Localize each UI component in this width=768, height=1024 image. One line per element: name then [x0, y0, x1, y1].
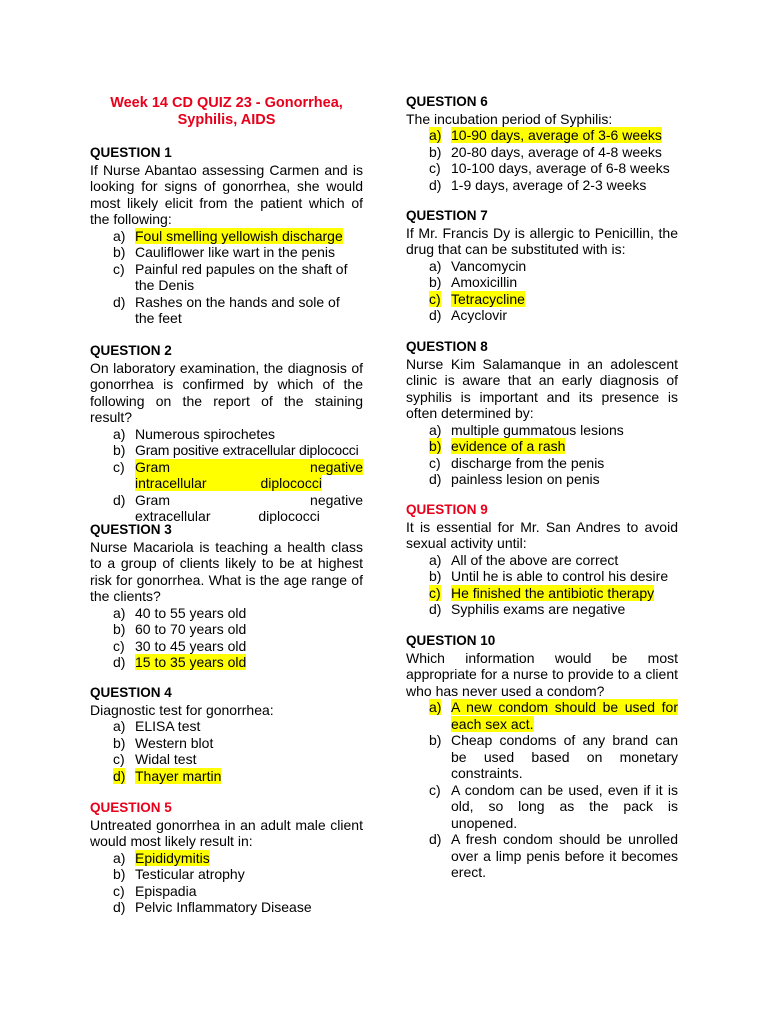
option-c: c) He finished the antibiotic therapy [429, 584, 655, 601]
option-a: a) ELISA test [90, 718, 363, 735]
question-text: It is essential for Mr. San Andres to avoid sexual activity until: [406, 518, 678, 551]
question-heading: QUESTION 10 [406, 633, 496, 648]
question-heading: QUESTION 7 [406, 208, 488, 223]
option-a: a) A new condom should be used for each sex act. [429, 699, 678, 732]
option-d: d) 15 to 35 years old [113, 654, 247, 670]
option-c: c) Tetracycline [429, 290, 525, 307]
option-text: 1-9 days, average of 2-3 weeks [451, 176, 647, 193]
option-text: 10-100 days, average of 6-8 weeks [451, 160, 670, 176]
question-8 [406, 339, 678, 488]
option-list [406, 552, 678, 618]
option-text: 20-80 days, average of 4-8 weeks [451, 143, 662, 160]
option-text: Gram negative extracellular diplococci [135, 491, 363, 524]
question-6 [406, 94, 678, 193]
option-d: d) Thayer martin [113, 767, 222, 784]
option-text: A fresh condom should be unrolled over a limp penis before it becomes erect. [451, 831, 678, 880]
option-text: A new condom should be used for each sex act. [451, 699, 678, 732]
option-text: Epispadia [135, 882, 197, 899]
question-text: Nurse Macariola is teaching a health class to a group of clients likely to be at highest risk for gonorrhea. What is the age range of the clients? [90, 538, 363, 604]
question-heading: QUESTION 2 [90, 343, 172, 358]
option-b: b) evidence of a rash [429, 438, 566, 454]
option-list [406, 422, 678, 488]
question-3 [90, 522, 363, 671]
option-text: 30 to 45 years old [135, 637, 247, 654]
option-text: Epididymitis [135, 849, 210, 866]
option-list [90, 426, 363, 525]
option-a: a) Vancomycin [406, 258, 678, 275]
option-b: b) Until he is able to control his desire [406, 568, 678, 585]
option-b: b) 20-80 days, average of 4-8 weeks [406, 144, 678, 161]
option-d: d) 1-9 days, average of 2-3 weeks [406, 177, 678, 194]
option-b: b) Gram positive extracellular diplococci [90, 442, 363, 459]
question-heading: QUESTION 3 [90, 522, 172, 537]
option-text: 40 to 55 years old [135, 604, 247, 621]
question-text: The incubation period of Syphilis: [406, 110, 613, 127]
option-b: b) Western blot [90, 735, 363, 752]
option-text: Cheap condoms of any brand can be used based on monetary constraints. [451, 732, 678, 781]
option-a: a) Foul smelling yellowish discharge [113, 227, 343, 244]
option-text: discharge from the penis [451, 454, 605, 471]
question-text: On laboratory examination, the diagnosis of gonorrhea is confirmed by which of the following on the report of the staining result? [90, 359, 363, 425]
option-text: A condom can be used, even if it is old, so long as the pack is unopened. [451, 781, 678, 831]
option-list [90, 850, 363, 916]
option-a: a) All of the above are correct [406, 552, 678, 569]
question-heading: QUESTION 4 [90, 685, 172, 700]
question-heading: QUESTION 6 [406, 94, 488, 109]
option-d: d) Rashes on the hands and sole of the feet [90, 294, 363, 327]
option-text: Vancomycin [451, 257, 527, 274]
document-title: Week 14 CD QUIZ 23 - Gonorrhea, Syphilis, AIDS [110, 95, 343, 128]
option-text: Pelvic Inflammatory Disease [135, 899, 312, 915]
option-text: Syphilis exams are negative [451, 601, 626, 617]
option-text: Testicular atrophy [135, 866, 245, 882]
option-list [406, 127, 678, 193]
option-d: d) A fresh condom should be unrolled over a limp penis before it becomes erect. [429, 831, 678, 880]
option-text: Tetracycline [451, 290, 525, 307]
option-a: a) Epididymitis [113, 849, 210, 866]
option-c: c) Widal test [90, 751, 363, 768]
option-c: c) 30 to 45 years old [90, 638, 363, 655]
option-d: d) Acyclovir [406, 307, 678, 324]
option-list [90, 605, 363, 671]
option-text: painless lesion on penis [451, 471, 600, 487]
question-2 [90, 343, 363, 525]
question-text: Untreated gonorrhea in an adult male client would most likely result in: [90, 816, 363, 849]
option-c: c) Epispadia [90, 883, 363, 900]
option-b: b) Amoxicillin [406, 274, 678, 291]
question-10 [406, 633, 678, 881]
question-7 [406, 208, 678, 324]
option-a: a) Numerous spirochetes [90, 426, 363, 443]
question-9 [406, 502, 678, 618]
option-text: Foul smelling yellowish discharge [135, 227, 343, 244]
option-text: All of the above are correct [451, 551, 619, 568]
option-d: d) Gram negative extracellular diplococci [113, 491, 363, 524]
option-c: c) discharge from the penis [406, 455, 678, 472]
question-text: Which information would be most appropriate for a nurse to provide to a client who has never used a condom? [406, 649, 678, 699]
option-c: c) Painful red papules on the shaft of the Denis [90, 261, 363, 294]
option-text: He finished the antibiotic therapy [451, 584, 655, 601]
option-b: b) 60 to 70 years old [90, 621, 363, 638]
option-text: evidence of a rash [451, 438, 566, 454]
option-c: c) A condom can be used, even if it is old, so long as the pack is unopened. [429, 781, 678, 831]
option-text: Western blot [135, 734, 214, 751]
option-c: c) 10-100 days, average of 6-8 weeks [406, 160, 678, 177]
option-list [90, 718, 363, 784]
option-text: Until he is able to control his desire [451, 568, 669, 584]
option-text: Cauliflower like wart in the penis [135, 244, 335, 260]
option-a: a) 40 to 55 years old [90, 605, 363, 622]
option-text: 10-90 days, average of 3-6 weeks [451, 127, 662, 143]
question-heading: QUESTION 8 [406, 339, 488, 354]
question-5 [90, 800, 363, 916]
option-text: multiple gummatous lesions [451, 421, 624, 438]
question-text: If Nurse Abantao assessing Carmen and is looking for signs of gonorrhea, she would most likely elicit from the patient which of the following: [90, 161, 363, 227]
option-b: b) Cheap condoms of any brand can be used based on monetary constraints. [429, 732, 678, 781]
option-list [406, 258, 678, 324]
option-text: Thayer martin [135, 767, 222, 784]
option-d: d) Pelvic Inflammatory Disease [90, 899, 363, 916]
option-text: Gram positive extracellular diplococci [135, 442, 359, 458]
question-text: If Mr. Francis Dy is allergic to Penicillin, the drug that can be substituted with is: [406, 224, 678, 257]
option-text: Gram negative intracellular diplococci [135, 458, 363, 491]
option-text: 60 to 70 years old [135, 621, 247, 637]
option-a: a) multiple gummatous lesions [406, 422, 678, 439]
option-text: Widal test [135, 751, 197, 767]
question-heading: QUESTION 1 [90, 145, 172, 160]
option-text: ELISA test [135, 718, 201, 734]
option-list [90, 228, 363, 327]
question-4 [90, 685, 363, 784]
option-text: Rashes on the hands and sole of the feet [135, 293, 340, 326]
question-1 [90, 145, 363, 327]
option-text: Acyclovir [451, 307, 508, 323]
option-d: d) Syphilis exams are negative [406, 601, 678, 618]
option-b: b) Testicular atrophy [90, 866, 363, 883]
option-list [406, 699, 678, 881]
option-d: d) painless lesion on penis [406, 471, 678, 488]
option-text: Amoxicillin [451, 274, 518, 290]
question-heading: QUESTION 5 [90, 800, 172, 815]
question-text: Nurse Kim Salamanque in an adolescent clinic is aware that an early diagnosis of syphilis is important and its presence is often determined by: [406, 355, 678, 421]
question-heading: QUESTION 9 [406, 502, 488, 517]
option-text: Painful red papules on the shaft of the Denis [135, 260, 348, 293]
option-text: 15 to 35 years old [135, 654, 247, 670]
question-text: Diagnostic test for gonorrhea: [90, 701, 274, 718]
option-b: b) Cauliflower like wart in the penis [90, 244, 363, 261]
option-a: a) 10-90 days, average of 3-6 weeks [429, 127, 662, 143]
option-c: c) Gram negative intracellular diplococci [113, 458, 363, 491]
option-text: Numerous spirochetes [135, 425, 276, 442]
